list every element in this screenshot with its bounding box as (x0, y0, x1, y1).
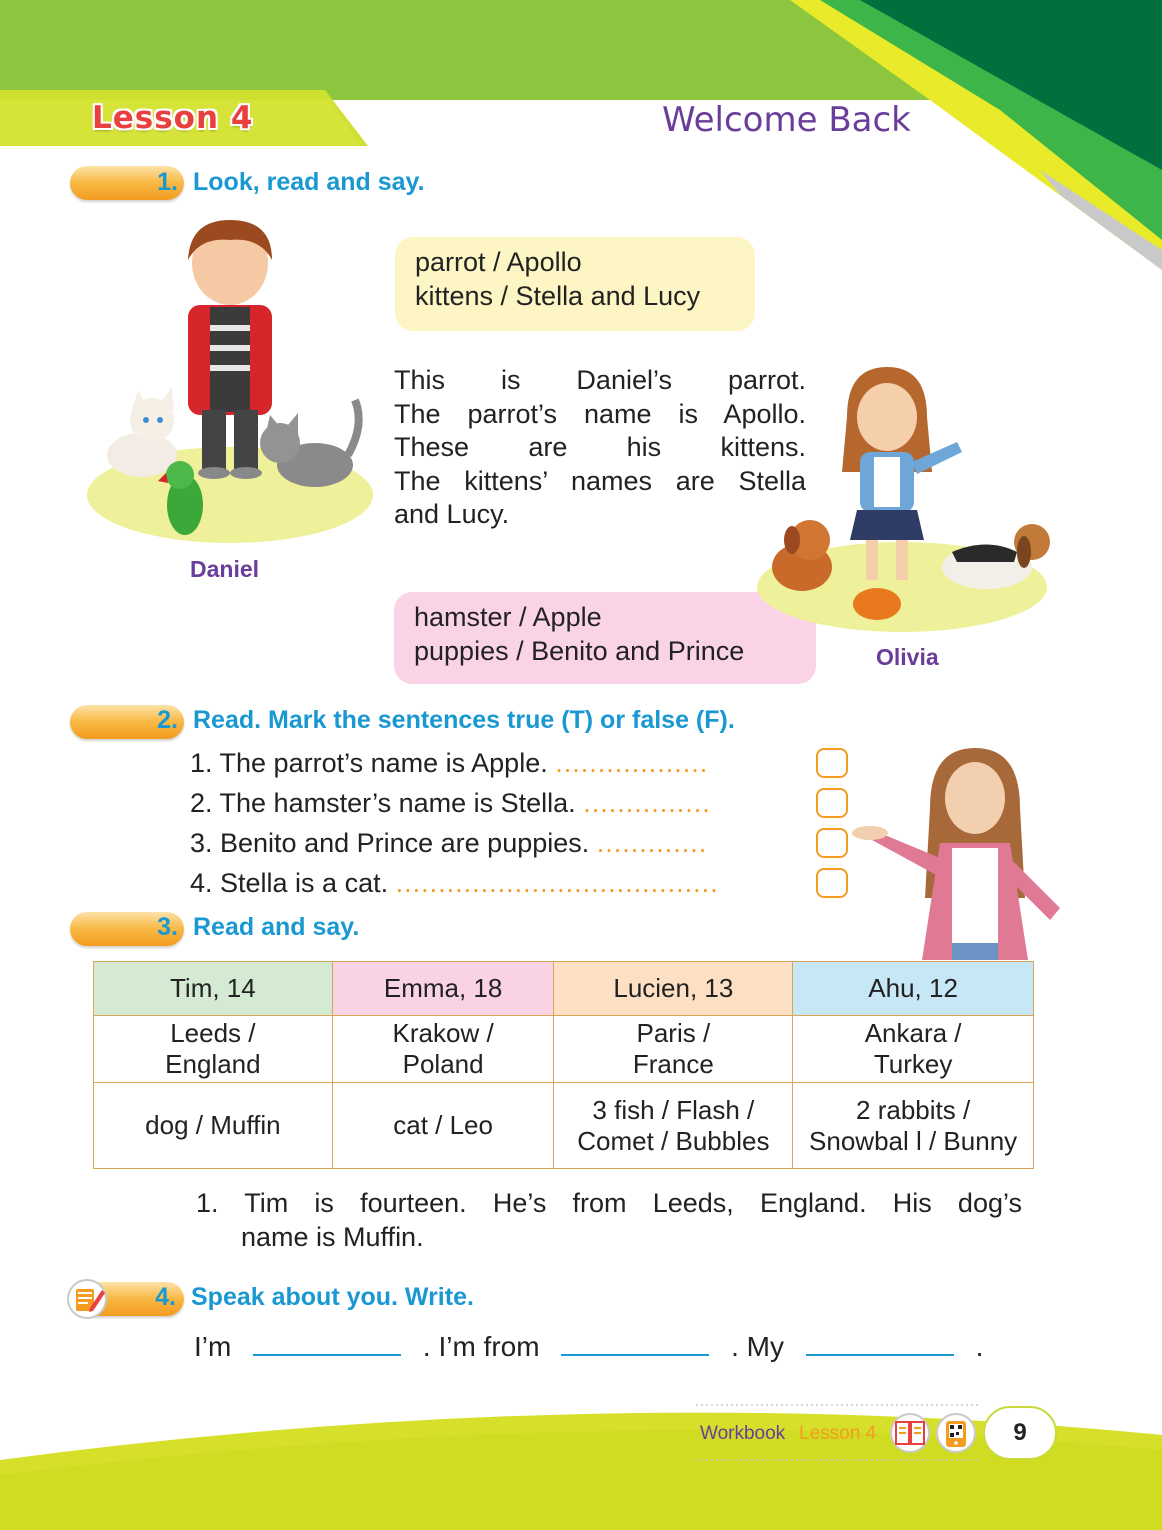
bubble-line: parrot / Apollo (415, 247, 582, 277)
statement-text: 4. Stella is a cat. (190, 868, 389, 898)
footer-background (0, 1380, 1162, 1530)
exercise-number: 3. (157, 913, 178, 941)
statement-text: 3. Benito and Prince are puppies. (190, 828, 590, 858)
story-line: This is Daniel’s parrot. (394, 365, 806, 395)
exercise-instruction: Look, read and say. (193, 168, 425, 196)
statement-row (190, 745, 850, 781)
bubble-line: hamster / Apple (414, 602, 602, 632)
pet-names-bubble-yellow (395, 237, 755, 331)
story-line: The kittens’ names are Stella (394, 465, 806, 496)
exercise-number: 2. (157, 706, 178, 734)
sentence-part: I’m (194, 1331, 232, 1362)
story-line: The parrot’s name is Apollo. (394, 398, 806, 429)
table-cell (793, 1016, 1034, 1083)
statement-row (190, 865, 850, 901)
table-header-cell: Lucien, 13 (554, 962, 793, 1016)
example-sentence (196, 1186, 1022, 1254)
cell-line: Turkey (873, 1049, 953, 1079)
exercise-instruction: Speak about you. Write. (191, 1283, 474, 1311)
answer-box[interactable] (816, 868, 848, 898)
cell-line: France (632, 1049, 714, 1079)
table-cell (94, 1016, 333, 1083)
table-row (94, 962, 1034, 1016)
pencil-icon (64, 1278, 110, 1320)
exercise-number: 1. (157, 168, 178, 196)
cell-line: Snowbal l / Bunny (809, 1125, 1018, 1156)
sentence-part: . I’m from (422, 1331, 540, 1362)
boy-name: Daniel (190, 556, 260, 582)
cell-line: Ankara / (864, 1018, 962, 1048)
statement-row (190, 785, 850, 821)
dotted-leader: ...................................... (395, 868, 719, 898)
table-cell (94, 1083, 333, 1169)
table-cell (793, 1083, 1034, 1169)
table-header-cell: Emma, 18 (332, 962, 554, 1016)
fill-in-sentence (194, 1330, 983, 1363)
cell-line: cat / Leo (393, 1110, 493, 1140)
girl-name: Olivia (876, 644, 939, 670)
story-line: These are his kittens. (394, 432, 806, 462)
lesson-title: Welcome Back (662, 100, 911, 140)
table-cell (332, 1083, 554, 1169)
story-text (394, 364, 806, 532)
statement-text: 1. The parrot’s name is Apple. (190, 748, 548, 778)
exercise-number: 4. (155, 1283, 176, 1311)
blank-country[interactable] (561, 1330, 709, 1356)
girl-photo-illustration (850, 748, 1090, 960)
statement-row (190, 825, 850, 861)
olivia-illustration (752, 362, 1062, 642)
statement-text: 2. The hamster’s name is Stella. (190, 788, 576, 818)
qr-code-icon (934, 1413, 978, 1453)
dotted-leader: ............. (596, 828, 708, 858)
blank-pet[interactable] (806, 1330, 954, 1356)
cell-line: Comet / Bubbles (577, 1125, 770, 1156)
table-header-cell: Ahu, 12 (793, 962, 1034, 1016)
footer-workbook: Workbook (700, 1423, 786, 1444)
answer-box[interactable] (816, 788, 848, 818)
dotted-leader: ............... (583, 788, 711, 818)
cell-line: dog / Muffin (145, 1110, 281, 1140)
lesson-label: Lesson 4 (92, 100, 254, 136)
sentence-part: . (975, 1331, 984, 1362)
table-cell (554, 1083, 793, 1169)
blank-name[interactable] (253, 1330, 401, 1356)
table-header-cell: Tim, 14 (94, 962, 333, 1016)
cell-line: Krakow / (392, 1018, 494, 1048)
example-line: name is Muffin. (241, 1222, 424, 1252)
cell-line: Poland (402, 1049, 484, 1079)
table-row (94, 1083, 1034, 1169)
footer-lesson: Lesson 4 (799, 1423, 877, 1444)
exercise-instruction: Read. Mark the sentences true (T) or false (F). (193, 706, 735, 734)
workbook-icon (888, 1413, 932, 1453)
bubble-line: kittens / Stella and Lucy (415, 281, 701, 311)
cell-line: Leeds / (170, 1018, 256, 1048)
answer-box[interactable] (816, 748, 848, 778)
page-number: 9 (983, 1406, 1057, 1460)
cell-line: England (165, 1049, 261, 1079)
sentence-part: . My (731, 1331, 785, 1362)
bubble-line: puppies / Benito and Prince (414, 636, 745, 666)
table-cell (332, 1016, 554, 1083)
table-cell (554, 1016, 793, 1083)
info-table (93, 961, 1034, 1169)
table-row (94, 1016, 1034, 1083)
exercise-instruction: Read and say. (193, 913, 360, 941)
answer-box[interactable] (816, 828, 848, 858)
story-line: and Lucy. (394, 499, 510, 529)
cell-line: 2 rabbits / (856, 1094, 971, 1125)
dotted-leader: .................. (555, 748, 709, 778)
example-line: 1. Tim is fourteen. He’s from Leeds, England. His dog’s (196, 1188, 1022, 1218)
daniel-illustration (80, 215, 380, 555)
cell-line: 3 fish / Flash / (592, 1094, 755, 1125)
cell-line: Paris / (636, 1018, 711, 1048)
